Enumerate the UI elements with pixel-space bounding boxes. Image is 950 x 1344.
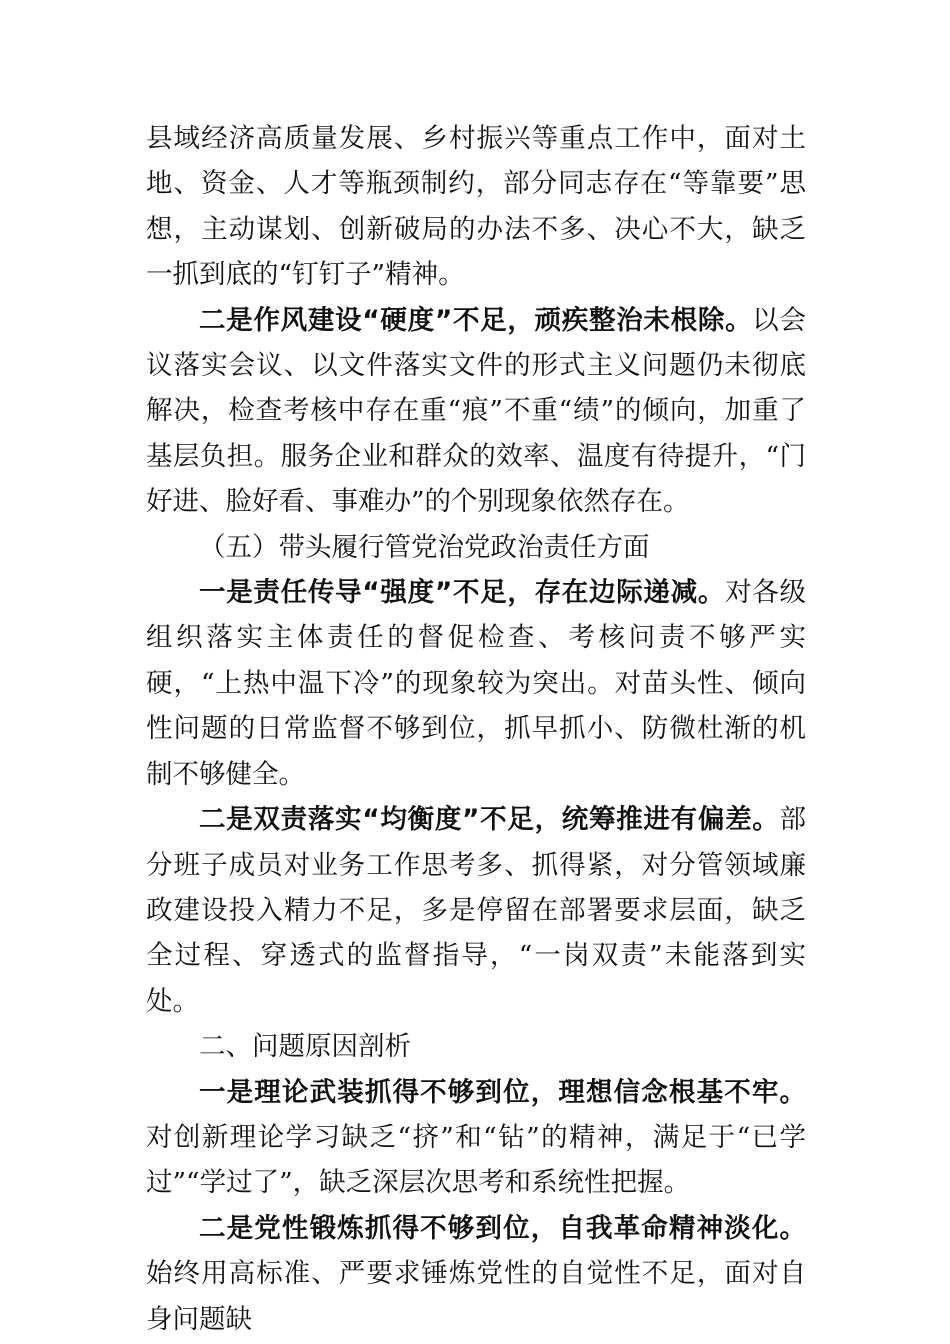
paragraph-style-issue: [146, 298, 806, 525]
paragraph-lead: 一是责任传导“强度”不足，存在边际递减。: [199, 577, 726, 609]
paragraph-dual-responsibility: [146, 797, 806, 1024]
paragraph-text: 部分班子成员对业务工作思考多、抓得紧，对分管领域廉政建设投入精力不足，多是停留在部署要求层面，缺乏全过程、穿透式的监督指导，“一岗双责”未能落到实处。: [146, 804, 806, 1017]
paragraph-lead: 一是理论武装抓得不够到位，理想信念根基不牢。: [199, 1076, 806, 1108]
part-heading-text: 二、问题原因剖析: [199, 1031, 411, 1063]
paragraph-theory: [146, 1070, 806, 1206]
paragraph-text: 对各级组织落实主体责任的督促检查、考核问责不够严实硬，“上热中温下冷”的现象较为突出。对苗头性、倾向性问题的日常监督不够到位，抓早抓小、防微杜渐的机制不够健全。: [146, 577, 807, 790]
paragraph-text: 对创新理论学习缺乏“挤”和“钻”的精神，满足于“已学过”“学过了”，缺乏深层次思考和系统性把握。: [146, 1121, 806, 1199]
paragraph-lead: 二是作风建设“硬度”不足，顽疾整治未根除。: [199, 304, 753, 336]
part-heading: [146, 1024, 806, 1069]
document-body: [146, 116, 806, 1342]
paragraph-text: 以会议落实会议、以文件落实文件的形式主义问题仍未彻底解决，检查考核中存在重“痕”不重“绩”的倾向，加重了基层负担。服务企业和群众的效率、温度有待提升，“门好进、脸好看、事难办”的个别现象依然存在。: [146, 304, 806, 518]
section-heading: [146, 525, 806, 570]
paragraph-party-spirit: [146, 1206, 806, 1342]
section-heading-text: （五）带头履行管党治党政治责任方面: [199, 531, 650, 563]
paragraph-text: 始终用高标准、严要求锤炼党性的自觉性不足，面对自身问题缺: [146, 1258, 806, 1335]
paragraph-text: 县域经济高质量发展、乡村振兴等重点工作中，面对土地、资金、人才等瓶颈制约，部分同志存在“等靠要”思想，主动谋划、创新破局的办法不多、决心不大，缺乏一抓到底的“钉钉子”精神。: [146, 123, 806, 291]
paragraph-continuation: [146, 116, 806, 298]
paragraph-responsibility-transmission: [146, 570, 806, 797]
paragraph-lead: 二是双责落实“均衡度”不足，统筹推进有偏差。: [199, 804, 780, 836]
paragraph-lead: 二是党性锻炼抓得不够到位，自我革命精神淡化。: [199, 1212, 806, 1244]
